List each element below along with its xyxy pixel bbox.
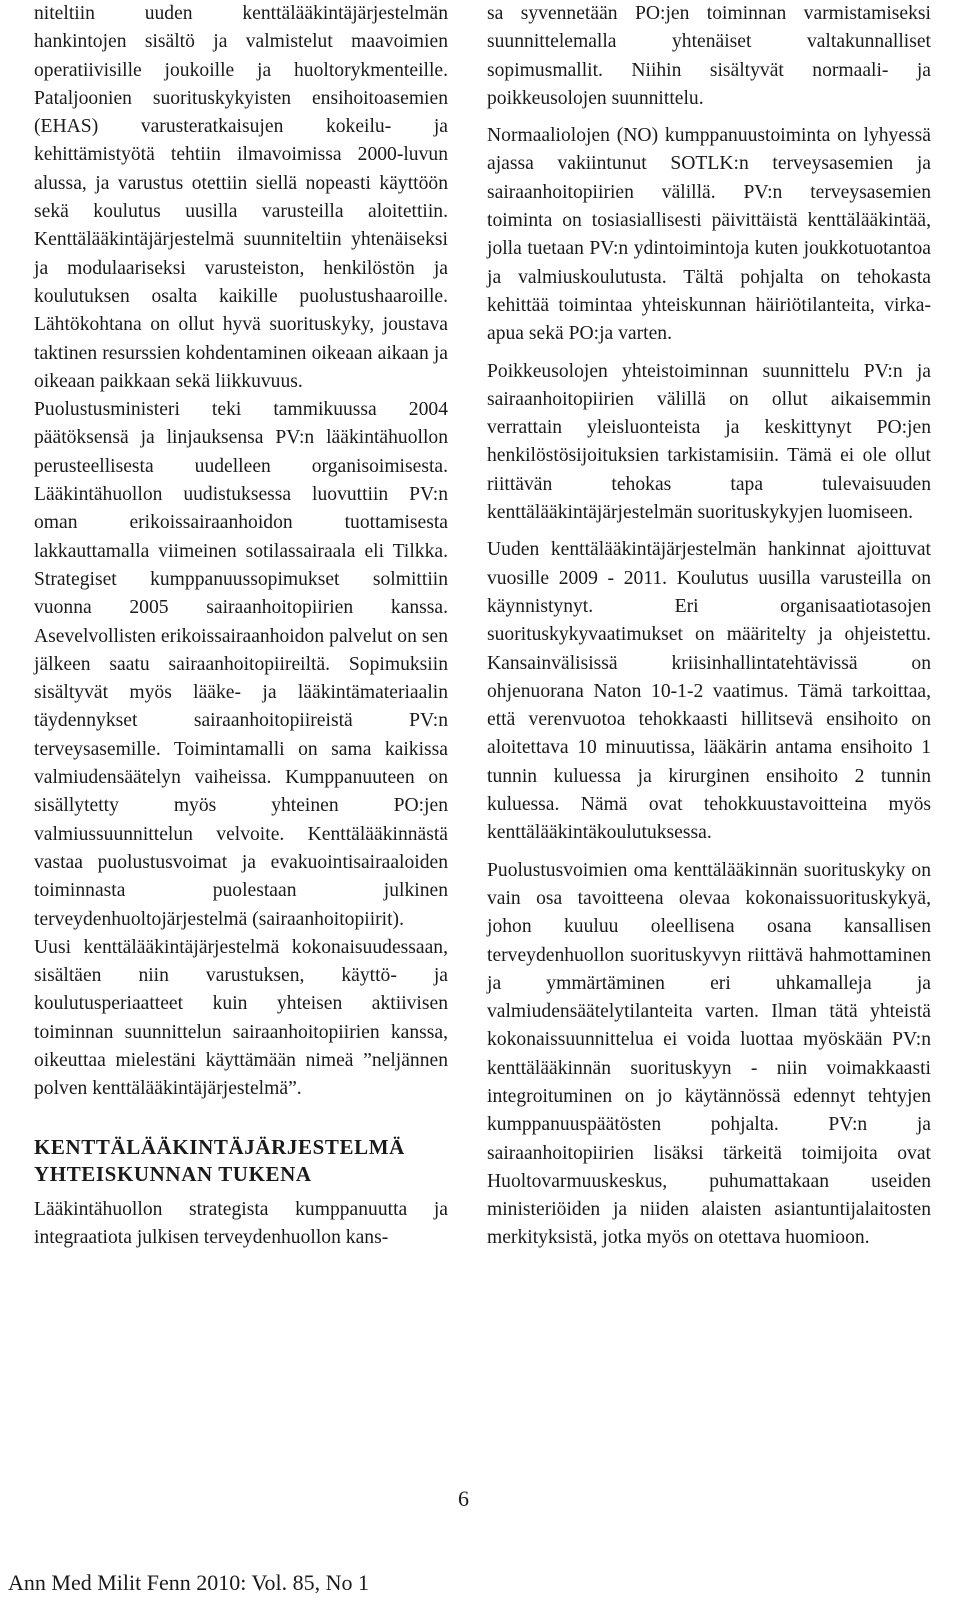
section-heading xyxy=(34,1134,448,1188)
right-paragraph-4: Uuden kenttälääkintäjärjestelmän hankinnat ajoittuvat vuosille 2009 - 2011. Koulutus uusilla varusteilla on käynnistynyt. Eri organisaatiotasojen suorituskykyvaatimukset on määritelty ja ohjeistettu. Kansainvälisissä kriisinhallintatehtävissä on ohjenuorana Naton 10-1-2 vaatimus. Tämä tarkoittaa, että verenvuotoa tehokkaasti hillitsevä ensihoito on aloitettava 10 minuutissa, lääkärin antama ensihoito 1 tunnin kuluessa ja kirurginen ensihoito 2 tunnin kuluessa. Nämä ovat tehokkuustavoitteina myös kenttälääkintäkoulutuksessa. xyxy=(487,539,931,844)
right-paragraph-3: Poikkeusolojen yhteistoiminnan suunnittelu PV:n ja sairaanhoitopiirien välillä on ollut aikaisemmin verrattain yleisluonteista ja keskittynyt PO:jen henkilöstösijoituksien tarkistamisiin. Tämä ei ole ollut riittävän tehokas tapa tulevaisuuden kenttälääkintäjärjestelmän suorituskykyjen luomiseen. xyxy=(487,360,931,524)
left-paragraph-2: Puolustusministeri teki tammikuussa 2004 päätöksensä ja linjauksensa PV:n lääkintähuollon perusteellisesta uudelleen organisoimisesta. Lääkintähuollon uudistuksessa luovuttiin PV:n oman erikoissairaanhoidon tuottamisesta lakkauttamalla viimeinen sotilassairaala eli Tilkka. Strategiset kumppanuussopimukset solmittiin vuonna 2005 sairaanhoitopiirien kanssa. Asevelvollisten erikoissairaanhoidon palvelut on sen jälkeen saatu sairaanhoitopiireiltä. Sopimuksiin sisältyvät myös lääke- ja lääkintämateriaalin täydennykset sairaanhoitopiireistä PV:n terveysasemille. Toimintamalli on sama kaikissa valmiudensäätelyn vaiheissa. Kumppanuuteen on sisällytetty myös yhteinen PO:jen valmiussuunnittelun velvoite. Kenttälääkinnästä vastaa puolustusvoimat ja evakuointisairaaloiden toiminnasta puolestaan julkinen terveydenhuoltojärjestelmä (sairaanhoitopiirit). xyxy=(34,399,448,930)
journal-reference: Ann Med Milit Fenn 2010: Vol. 85, No 1 xyxy=(8,1570,369,1595)
left-paragraph-4: Lääkintähuollon strategista kumppanuutta ja integraatiota julkisen terveydenhuollon kans- xyxy=(34,1198,448,1248)
left-paragraph-1: niteltiin uuden kenttälääkintäjärjestelmän hankintojen sisältö ja valmistelut maavoimien operatiivisille joukoille ja huoltorykmenteille. Pataljoonien suorituskykyisten ensihoitoasemien (EHAS) varusteratkaisujen kokeilu- ja kehittämistyötä tehtiin ilmavoimissa 2000-luvun alussa, ja varustus otettiin siellä nopeasti käyttöön sekä koulutus uusilla varusteilla aloitettiin. Kenttälääkintäjärjestelmä suunniteltiin yhtenäiseksi ja modulaariseksi varusteiston, henkilöstön ja koulutuksen osalta kaikille puolustushaaroille. Lähtökohtana on ollut hyvä suorituskyky, joustava taktinen resurssien kohdentaminen oikeaan aikaan ja oikeaan paikkaan sekä liikkuvuus. xyxy=(34,3,448,392)
left-column xyxy=(34,0,448,1252)
page-number: 6 xyxy=(458,1486,469,1511)
section-heading-line-2: YHTEISKUNNAN TUKENA xyxy=(34,1161,312,1186)
right-paragraph-2: Normaaliolojen (NO) kumppanuustoiminta on lyhyessä ajassa vakiintunut SOTLK:n terveysasemien ja sairaanhoitopiirien välillä. PV:n terveysasemien toiminta on tosiasiallisesti päivittäistä kenttälääkintää, jolla tuetaan PV:n ydintoimintoja kuten joukkotuotantoa ja valmiuskoulutusta. Tältä pohjalta on tehokasta kehittää toimintaa yhteiskunnan häiriötilanteita, virka-apua sekä PO:ja varten. xyxy=(487,125,931,345)
right-paragraph-1: sa syvennetään PO:jen toiminnan varmistamiseksi suunnittelemalla yhtenäiset valtakunnalliset sopimusmallit. Niihin sisältyvät normaali- ja poikkeusolojen suunnittelu. xyxy=(487,3,931,109)
section-heading-line-1: KENTTÄLÄÄKINTÄJÄRJESTELMÄ xyxy=(34,1134,405,1159)
right-column xyxy=(487,0,931,1253)
left-paragraph-3: Uusi kenttälääkintäjärjestelmä kokonaisuudessaan, sisältäen niin varustuksen, käyttö- ja koulutusperiaatteet kuin yhteisen aktiivisen toiminnan suunnittelun sairaanhoitopiirien kanssa, oikeuttaa mielestäni käyttämään nimeä ”neljännen polven kenttälääkintäjärjestelmä”. xyxy=(34,936,448,1100)
right-paragraph-5: Puolustusvoimien oma kenttälääkinnän suorituskyky on vain osa tavoitteena olevaa kokonaissuorituskykyä, johon kuuluu oleellisena osana kansallisen terveydenhuollon suorituskyvyn riittävä hahmottaminen ja ymmärtäminen eri uhkamalleja ja valmiudensäätelytilanteita varten. Ilman tätä yhteistä kokonaissuunnittelua ei voida luottaa myöskään PV:n kenttälääkinnän suorituskyyn - niin voimakkaasti integroituminen on jo käytännössä edennyt tehtyjen kumppanuuspäätösten pohjalta. PV:n ja sairaanhoitopiirien lisäksi tärkeitä toimijoita ovat Huoltovarmuuskeskus, puhumattakaan useiden ministeriöiden ja niiden alaisten asiantuntijalaitosten merkityksistä, jotka myös on otettava huomioon. xyxy=(487,859,931,1249)
